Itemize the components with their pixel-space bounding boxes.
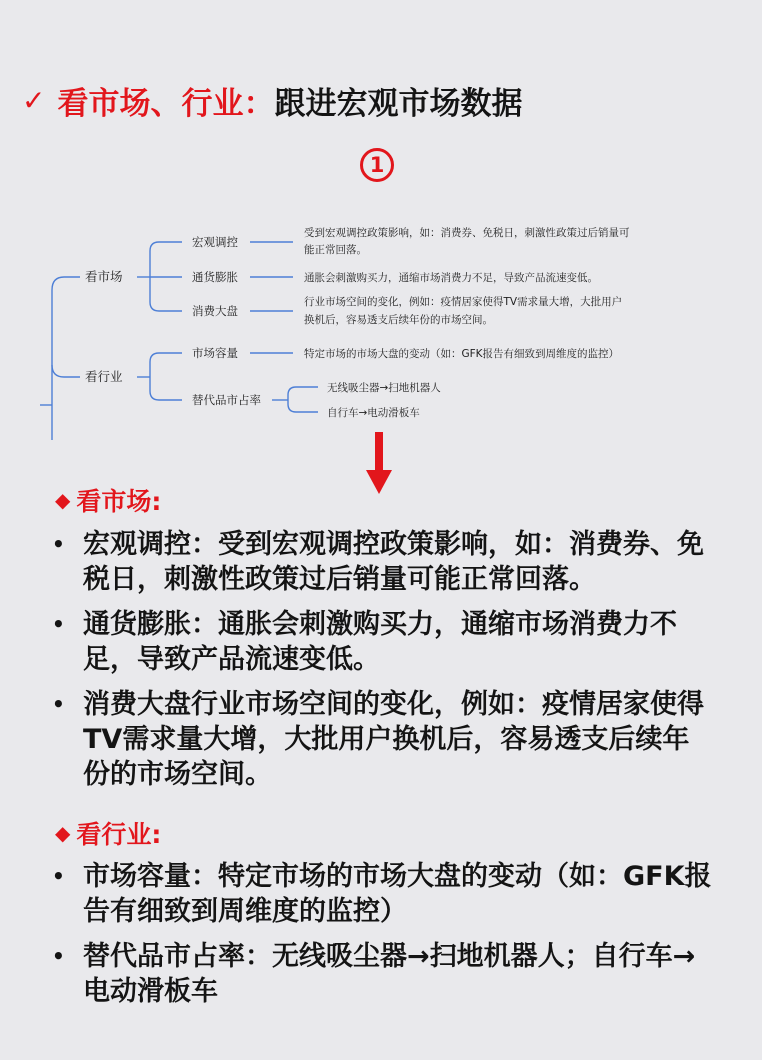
mindmap-root-branch-2	[52, 365, 80, 377]
bullet-text: 市场容量：特定市场的市场大盘的变动（如：GFK报告有细致到周维度的监控）	[83, 861, 712, 927]
bullet-text: 通货膨胀：通胀会刺激购买力，通缩市场消费力不足，导致产品流速变低。	[83, 609, 677, 675]
page-title	[22, 78, 522, 122]
mindmap-root-branch	[52, 277, 80, 440]
mindmap-node-market: 看市场	[85, 269, 123, 284]
market-bullet-list	[52, 527, 712, 802]
mindmap-market-branch	[150, 242, 182, 277]
bullet-icon: •	[52, 612, 65, 636]
mindmap-node-hongguan: 宏观调控	[192, 235, 238, 249]
mindmap-desc-tongzhang: 通胀会刺激购买力，通缩市场消费力不足，导致产品流速变低。	[304, 272, 598, 284]
mindmap-desc-xiaofei-2: 换机后，容易透支后续年份的市场空间。	[304, 314, 493, 326]
bullet-icon: •	[52, 944, 65, 968]
list-item	[52, 859, 712, 929]
mindmap-industry-branch	[150, 353, 182, 377]
checkmark-icon: ✓	[22, 83, 46, 117]
title-black-part: 跟进宏观市场数据	[274, 85, 523, 122]
mindmap-tidai-branch-low	[288, 400, 318, 412]
mindmap-node-xiaofei: 消费大盘	[192, 304, 238, 318]
list-item	[52, 939, 712, 1009]
diamond-icon: ◆	[55, 821, 71, 845]
bullet-text: 替代品市占率：无线吸尘器→扫地机器人；自行车→电动滑板车	[83, 941, 696, 1007]
bullet-icon: •	[52, 532, 65, 556]
mindmap-node-rongliang: 市场容量	[192, 346, 238, 360]
bullet-icon: •	[52, 864, 65, 888]
industry-bullet-list	[52, 859, 712, 1019]
section-heading-industry-label: 看行业:	[76, 820, 162, 849]
section-heading-market-label: 看市场:	[76, 487, 162, 516]
mindmap-node-tidai: 替代品市占率	[192, 393, 261, 407]
down-arrow-icon	[366, 432, 392, 498]
mindmap-desc-tidai-1: 无线吸尘器→扫地机器人	[327, 382, 441, 394]
mindmap-tidai-branch	[288, 387, 318, 400]
title-red-part: 看市场、行业：	[57, 85, 275, 122]
mindmap-desc-tidai-2: 自行车→电动滑板车	[327, 407, 420, 419]
section-heading-industry	[55, 816, 161, 850]
bullet-text: 宏观调控：受到宏观调控政策影响，如：消费券、免税日，刺激性政策过后销量可能正常回落。	[83, 529, 704, 595]
bullet-text: 消费大盘行业市场空间的变化，例如：疫情居家使得TV需求量大增，大批用户换机后，容易透支后续年份的市场空间。	[83, 689, 704, 790]
mind-map-diagram	[0, 215, 762, 445]
mindmap-node-industry: 看行业	[85, 369, 123, 384]
bullet-icon: •	[52, 692, 65, 716]
section-heading-market	[55, 483, 161, 517]
circled-number-badge: 1	[360, 148, 394, 182]
mindmap-industry-branch-low	[150, 377, 182, 400]
mindmap-desc-hongguan-2: 能正常回落。	[304, 244, 367, 256]
list-item	[52, 527, 712, 597]
list-item	[52, 687, 712, 792]
mindmap-market-branch-low	[150, 277, 182, 311]
list-item	[52, 607, 712, 677]
diamond-icon: ◆	[55, 488, 71, 512]
mindmap-node-tongzhang: 通货膨胀	[192, 270, 238, 284]
mindmap-desc-xiaofei-1: 行业市场空间的变化，例如：疫情居家使得TV需求量大增，大批用户	[304, 296, 623, 308]
mindmap-desc-rongliang: 特定市场的市场大盘的变动（如：GFK报告有细致到周维度的监控）	[304, 348, 620, 360]
mindmap-desc-hongguan-1: 受到宏观调控政策影响，如：消费券、免税日，刺激性政策过后销量可	[304, 227, 630, 239]
